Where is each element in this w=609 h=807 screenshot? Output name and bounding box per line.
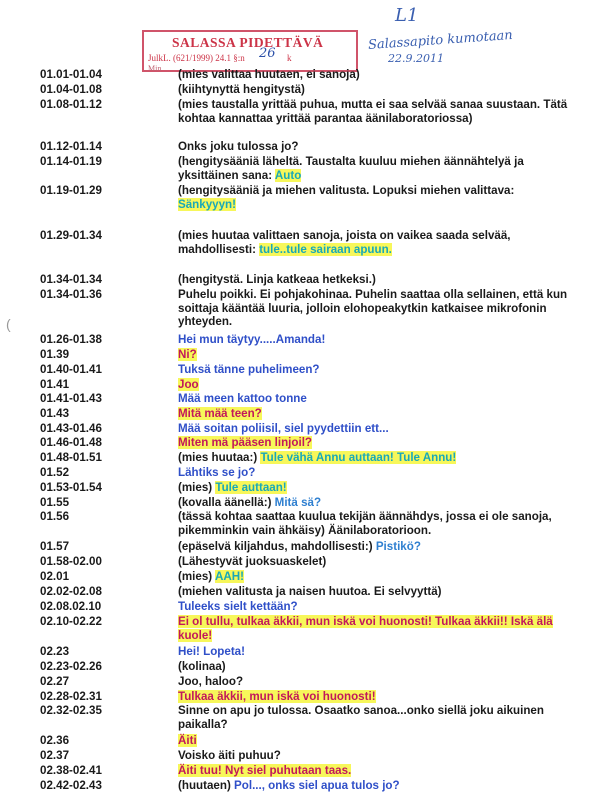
- timestamp: 02.23-02.26: [40, 660, 102, 673]
- highlighted-speech: Ni?: [178, 348, 197, 361]
- transcript-text: [178, 98, 573, 125]
- transcript-text: [178, 273, 573, 287]
- timestamp: 01.14-01.19: [40, 155, 102, 168]
- highlighted-speech: Hei mun täytyy.....Amanda!: [178, 333, 326, 346]
- timestamp: 02.23: [40, 645, 70, 658]
- highlighted-speech: Miten mä pääsen linjoil?: [178, 436, 312, 449]
- transcript-text: [178, 510, 573, 537]
- transcript-text: [178, 348, 573, 362]
- timestamp: 02.27: [40, 675, 70, 688]
- transcript-segment: (Lähestyvät juoksuaskelet): [178, 555, 327, 568]
- transcript-text: [178, 140, 573, 154]
- transcript-segment: (mies huutaa valittaen sanoja, joista on vaikea saada selvää, mahdollisesti:: [178, 229, 511, 256]
- highlighted-speech: Tulkaa äkkii, mun iskä voi huonosti!: [178, 690, 376, 703]
- handwritten-note: Salassapito kumotaan: [367, 27, 514, 54]
- timestamp: 01.55: [40, 496, 70, 509]
- highlighted-speech: Tule vähä Annu auttaan! Tule Annu!: [260, 451, 457, 464]
- handwritten-label: L1: [395, 5, 419, 26]
- transcript-segment: (epäselvä kiljahdus, mahdollisesti:): [178, 540, 376, 553]
- highlighted-speech: Ei ol tullu, tulkaa äkkii, mun iskä voi huonosti! Tulkaa äkkii!! Iskä älä kuole!: [178, 615, 553, 642]
- transcript-segment: (kovalla äänellä:): [178, 496, 275, 509]
- transcript-segment: (mies huutaa:): [178, 451, 261, 464]
- transcript-text: [178, 585, 573, 599]
- transcript-segment: Puhelu poikki. Ei pohjakohinaa. Puhelin saattaa olla sellainen, että kun soittaja kääntää luuria, jolloin elohopeakytkin katkaisee mikrofonin yhteyden.: [178, 288, 568, 328]
- highlighted-speech: Sänkyyyn!: [178, 197, 236, 211]
- highlighted-speech: Mää soitan poliisil, siel pyydettiin ett...: [178, 422, 389, 435]
- timestamp: 01.52: [40, 466, 70, 479]
- timestamp: 02.02-02.08: [40, 585, 102, 598]
- transcript-text: [178, 155, 573, 182]
- transcript-text: [178, 690, 573, 704]
- highlighted-speech: Pistikö?: [375, 540, 421, 553]
- timestamp: 01.41: [40, 378, 70, 391]
- highlighted-speech: Tuleeks sielt kettään?: [178, 600, 298, 613]
- transcript-segment: (huutaen): [178, 779, 235, 792]
- transcript-text: [178, 466, 573, 480]
- highlighted-speech: Mitä sä?: [274, 496, 322, 509]
- transcript-text: [178, 660, 573, 674]
- timestamp: 01.26-01.38: [40, 333, 102, 346]
- timestamp: 02.38-02.41: [40, 764, 102, 777]
- highlighted-speech: Joo: [178, 378, 199, 391]
- transcript-segment: (tässä kohtaa saattaa kuulua tekijän äännähdys, jossa ei ole sanoja, pikemminkin vain ähkäisy) Äänilaboratorioon.: [178, 510, 552, 537]
- timestamp: 01.34-01.36: [40, 288, 102, 301]
- transcript-segment: (miehen valitusta ja naisen huutoa. Ei selvyyttä): [178, 585, 442, 598]
- timestamp: 01.58-02.00: [40, 555, 102, 568]
- handwritten-date: 22.9.2011: [388, 52, 444, 65]
- transcript-text: [178, 83, 573, 97]
- highlighted-speech: tule..tule sairaan apuun.: [259, 242, 392, 256]
- highlighted-speech: Mitä mää teen?: [178, 407, 262, 420]
- margin-mark: (: [6, 316, 11, 332]
- transcript-text: [178, 378, 573, 392]
- transcript-text: [178, 540, 573, 554]
- transcript-segment: (kolinaa): [178, 660, 226, 673]
- transcript-segment: (kiihtynyttä hengitystä): [178, 83, 305, 96]
- transcript-text: [178, 779, 573, 793]
- timestamp: 02.42-02.43: [40, 779, 102, 792]
- transcript-text: [178, 675, 573, 689]
- highlighted-speech: AAH!: [214, 570, 244, 583]
- transcript-segment: (mies): [178, 481, 216, 494]
- transcript-segment: (hengitysääniä läheltä. Taustalta kuuluu miehen äännähtelyä ja yksittäinen sana:: [178, 155, 524, 182]
- timestamp: 01.12-01.14: [40, 140, 102, 153]
- transcript-text: [178, 407, 573, 421]
- transcript-text: [178, 288, 573, 329]
- highlighted-speech: Auto: [274, 168, 302, 182]
- timestamp: 02.28-02.31: [40, 690, 102, 703]
- transcript-text: [178, 570, 573, 584]
- transcript-text: [178, 436, 573, 450]
- transcript-segment: Sinne on apu jo tulossa. Osaatko sanoa...onko siellä joku aikuinen paikalla?: [178, 704, 544, 731]
- highlighted-speech: Mää meen kattoo tonne: [178, 392, 307, 405]
- transcript-text: [178, 184, 573, 211]
- timestamp: 02.08.02.10: [40, 600, 102, 613]
- timestamp: 01.53-01.54: [40, 481, 102, 494]
- timestamp: 01.40-01.41: [40, 363, 102, 376]
- transcript-segment: Voisko äiti puhuu?: [178, 749, 281, 762]
- transcript-segment: (mies): [178, 570, 215, 583]
- highlighted-speech: Tule auttaan!: [215, 481, 287, 494]
- timestamp: 02.32-02.35: [40, 704, 102, 717]
- timestamp: 01.34-01.34: [40, 273, 102, 286]
- transcript-text: [178, 333, 573, 347]
- timestamp: 01.04-01.08: [40, 83, 102, 96]
- transcript-segment: (mies taustalla yrittää puhua, mutta ei saa selvää sanaa suustaan. Tätä kohtaa kannattaa yrittää parantaa äänilaboratoriossa): [178, 98, 568, 125]
- timestamp: 01.43-01.46: [40, 422, 102, 435]
- timestamp: 01.41-01.43: [40, 392, 102, 405]
- confidential-stamp: [142, 30, 358, 72]
- highlighted-speech: Lähtiks se jo?: [178, 466, 256, 479]
- transcript-text: [178, 615, 573, 642]
- transcript-text: [178, 68, 573, 82]
- transcript-text: [178, 481, 573, 495]
- timestamp: 02.36: [40, 734, 70, 747]
- transcript-text: [178, 600, 573, 614]
- transcript-text: [178, 229, 573, 256]
- timestamp: 01.39: [40, 348, 70, 361]
- highlighted-speech: Pol..., onks siel apua tulos jo?: [234, 779, 400, 792]
- transcript-text: [178, 392, 573, 406]
- highlighted-speech: Äiti tuu! Nyt siel puhutaan taas.: [178, 764, 352, 777]
- transcript-segment: (mies valittaa huutaen, ei sanoja): [178, 68, 360, 81]
- timestamp: 01.43: [40, 407, 70, 420]
- highlighted-speech: Tuksä tänne puhelimeen?: [178, 363, 320, 376]
- highlighted-speech: Äiti: [178, 734, 197, 747]
- transcript-text: [178, 645, 573, 659]
- transcript-segment: (hengitysääniä ja miehen valitusta. Lopuksi miehen valittava:: [178, 184, 515, 197]
- stamp-title: SALASSA PIDETTÄVÄ: [172, 35, 324, 50]
- timestamp: 01.48-01.51: [40, 451, 102, 464]
- timestamp: 01.08-01.12: [40, 98, 102, 111]
- timestamp: 01.46-01.48: [40, 436, 102, 449]
- transcript-text: [178, 496, 573, 510]
- timestamp: 01.19-01.29: [40, 184, 102, 197]
- transcript-segment: (hengitystä. Linja katkeaa hetkeksi.): [178, 273, 376, 286]
- stamp-handwritten-number: 26: [259, 46, 276, 61]
- timestamp: 02.10-02.22: [40, 615, 102, 628]
- timestamp: 02.01: [40, 570, 70, 583]
- transcript-text: [178, 734, 573, 748]
- stamp-footer: Min: [148, 64, 162, 73]
- transcript-text: [178, 749, 573, 763]
- transcript-segment: Onks joku tulossa jo?: [178, 140, 299, 153]
- transcript-text: [178, 704, 573, 731]
- transcript-segment: Joo, haloo?: [178, 675, 244, 688]
- transcript-text: [178, 451, 573, 465]
- transcript-text: [178, 764, 573, 778]
- timestamp: 01.01-01.04: [40, 68, 102, 81]
- stamp-law-reference: JulkL. (621/1999) 24.1 §:n k: [148, 53, 292, 63]
- timestamp: 01.29-01.34: [40, 229, 102, 242]
- timestamp: 01.57: [40, 540, 70, 553]
- transcript-text: [178, 555, 573, 569]
- transcript-text: [178, 422, 573, 436]
- transcript-text: [178, 363, 573, 377]
- highlighted-speech: Hei! Lopeta!: [178, 645, 245, 658]
- timestamp: 01.56: [40, 510, 70, 523]
- timestamp: 02.37: [40, 749, 70, 762]
